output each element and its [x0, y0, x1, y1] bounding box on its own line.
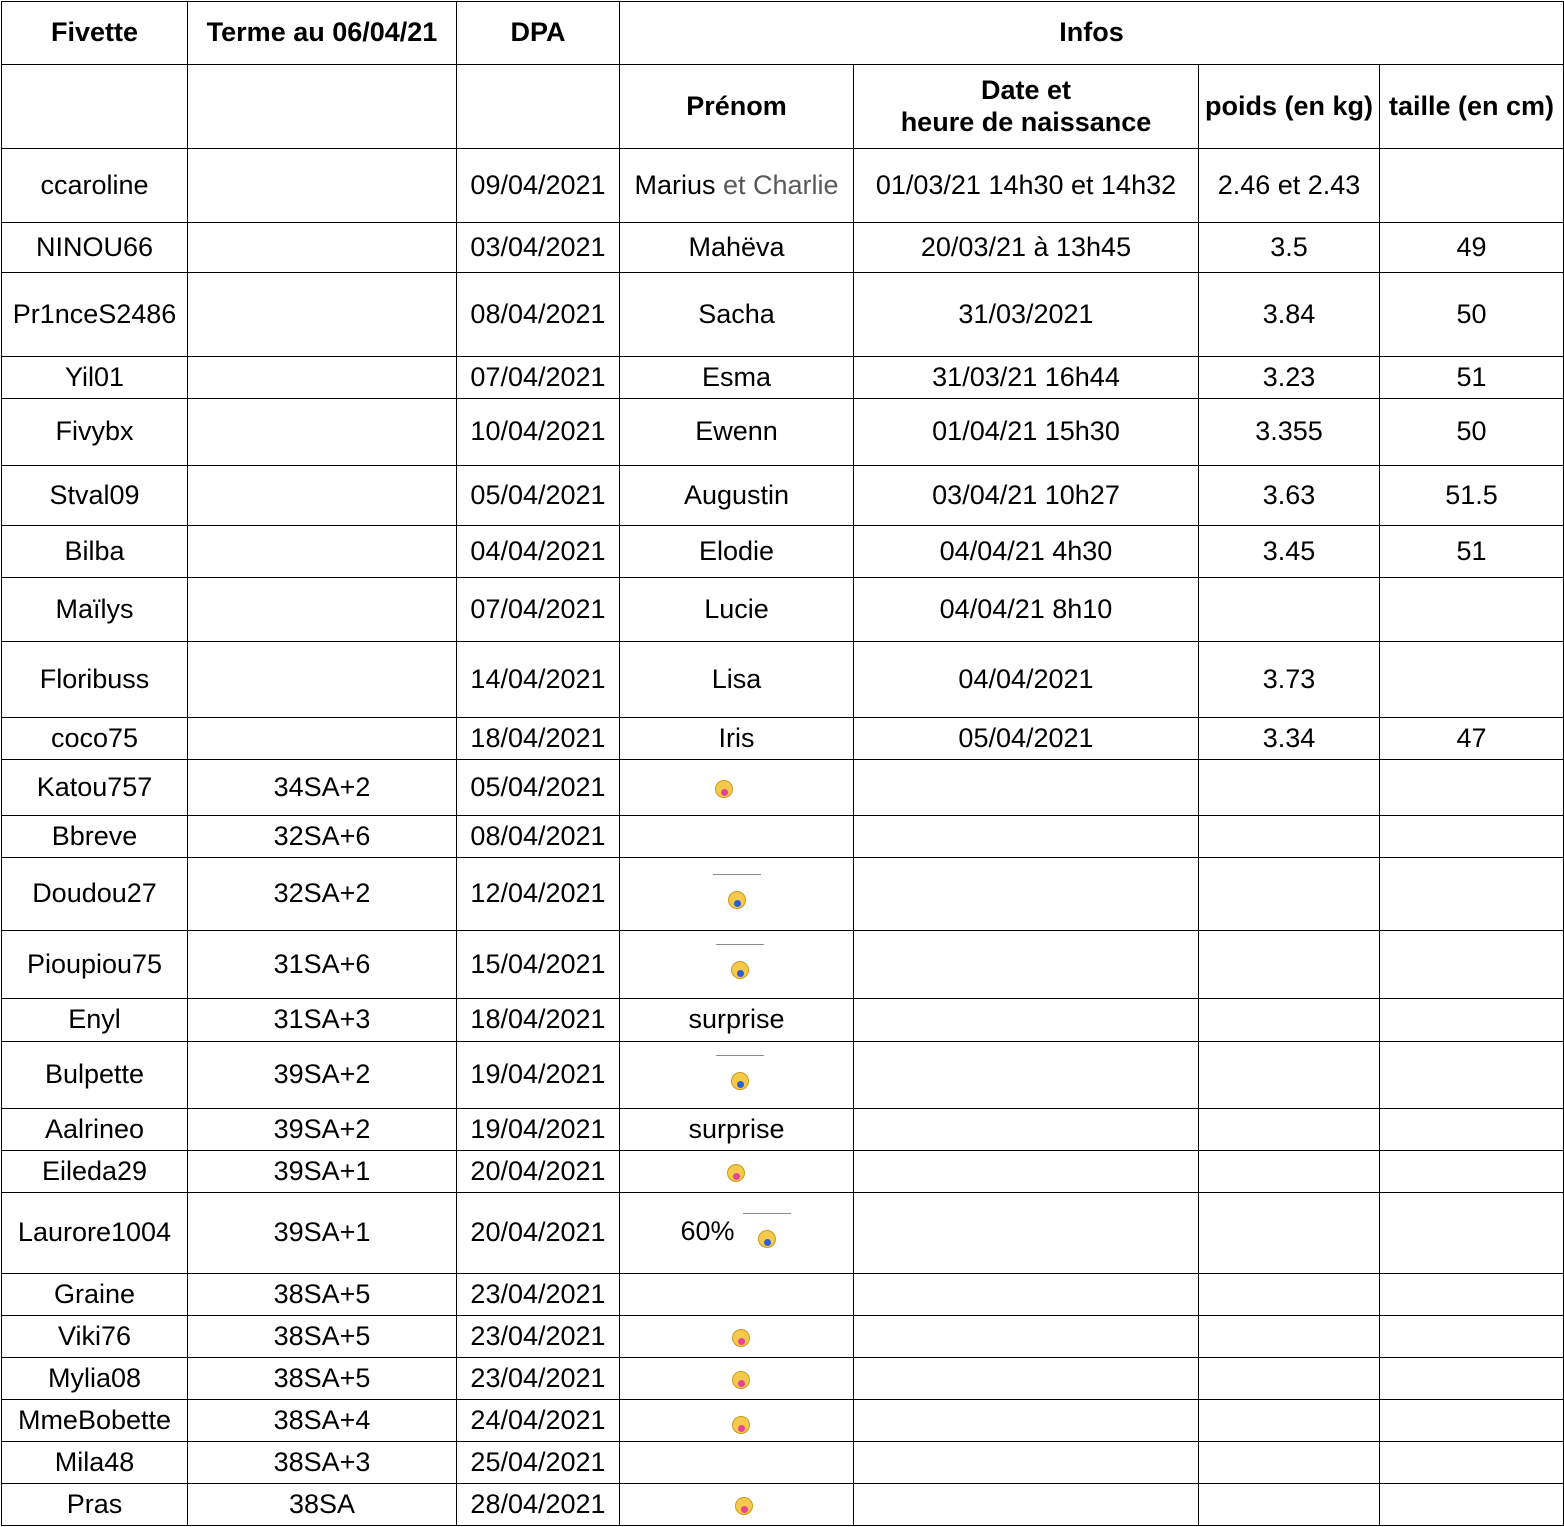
empty-cell: [1199, 1193, 1380, 1274]
cell-fivette: Maïlys: [2, 578, 188, 642]
cell-fivette: Eileda29: [2, 1151, 188, 1193]
cell-prenom: surprise: [620, 999, 854, 1042]
cell-poids: 3.73: [1199, 642, 1380, 718]
table-row: [2, 1193, 1564, 1274]
cell-taille: [1380, 578, 1564, 642]
baby-girl-icon: [715, 780, 733, 798]
cell-dpa: 05/04/2021: [457, 760, 620, 816]
cell-prenom: Lisa: [620, 642, 854, 718]
cell-fivette: Bbreve: [2, 816, 188, 858]
prenom-second: et Charlie: [715, 169, 839, 200]
cell-prenom: Lucie: [620, 578, 854, 642]
cell-taille: [1380, 149, 1564, 223]
cell-fivette: MmeBobette: [2, 1400, 188, 1442]
cell-poids: 3.23: [1199, 357, 1380, 399]
empty-cell: [1199, 1442, 1380, 1484]
empty-cell: [1199, 1358, 1380, 1400]
empty-cell: [1380, 1109, 1564, 1151]
cell-date: 01/03/21 14h30 et 14h32: [854, 149, 1199, 223]
cell-prenom: [620, 1042, 854, 1109]
cell-fivette: Stval09: [2, 466, 188, 526]
cell-fivette: Fivybx: [2, 399, 188, 466]
empty-cell: [1199, 1484, 1380, 1526]
cell-terme: 39SA+1: [188, 1151, 457, 1193]
cell-date: 31/03/21 16h44: [854, 357, 1199, 399]
table-row: [2, 149, 1564, 223]
cell-prenom: [620, 760, 854, 816]
cell-terme: 31SA+3: [188, 999, 457, 1042]
cell-terme: 34SA+2: [188, 760, 457, 816]
empty-cell: [854, 1400, 1199, 1442]
cell-terme: 39SA+1: [188, 1193, 457, 1274]
cell-terme: [188, 149, 457, 223]
cell-taille: 51: [1380, 357, 1564, 399]
cell-dpa: 10/04/2021: [457, 399, 620, 466]
cell-fivette: Mylia08: [2, 1358, 188, 1400]
cell-dpa: 28/04/2021: [457, 1484, 620, 1526]
header-terme: Terme au 06/04/21: [188, 2, 457, 65]
table-row: [2, 1274, 1564, 1316]
empty-cell: [854, 1042, 1199, 1109]
empty-cell: [620, 1442, 854, 1484]
empty-cell: [1380, 858, 1564, 931]
cell-prenom: [620, 931, 854, 999]
empty-cell: [854, 1442, 1199, 1484]
prenom-first: Marius: [634, 169, 716, 200]
cell-fivette: Floribuss: [2, 642, 188, 718]
cell-fivette: NINOU66: [2, 223, 188, 273]
cell-poids: 3.45: [1199, 526, 1380, 578]
cell-prenom: Sacha: [620, 273, 854, 357]
cell-fivette: Bulpette: [2, 1042, 188, 1109]
header-infos: Infos: [620, 2, 1564, 65]
empty-cell: [1380, 1442, 1564, 1484]
cell-fivette: Pioupiou75: [2, 931, 188, 999]
divider-line: [743, 1213, 791, 1214]
baby-boy-icon: [758, 1230, 776, 1248]
cell-prenom: [620, 149, 854, 223]
empty-cell: [854, 1316, 1199, 1358]
empty-cell: [1199, 1400, 1380, 1442]
cell-poids: [1199, 578, 1380, 642]
empty-cell: [1380, 1042, 1564, 1109]
empty-cell: [1199, 931, 1380, 999]
empty-cell: [854, 760, 1199, 816]
empty-cell: [1380, 1484, 1564, 1526]
cell-terme: 38SA+5: [188, 1316, 457, 1358]
table-row: [2, 816, 1564, 858]
empty-cell: [1199, 999, 1380, 1042]
empty-cell: [1380, 1316, 1564, 1358]
empty-cell: [1380, 1400, 1564, 1442]
table-row: [2, 578, 1564, 642]
header-row-2: [2, 65, 1564, 149]
cell-taille: 50: [1380, 273, 1564, 357]
cell-dpa: 20/04/2021: [457, 1193, 620, 1274]
cell-dpa: 09/04/2021: [457, 149, 620, 223]
cell-dpa: 23/04/2021: [457, 1358, 620, 1400]
header-taille: taille (en cm): [1380, 65, 1564, 149]
cell-fivette: Viki76: [2, 1316, 188, 1358]
cell-dpa: 19/04/2021: [457, 1042, 620, 1109]
empty-cell: [1199, 1316, 1380, 1358]
table-row: [2, 357, 1564, 399]
header-date: [854, 65, 1199, 149]
cell-poids: 3.63: [1199, 466, 1380, 526]
cell-prenom: [620, 1151, 854, 1193]
table-row: [2, 931, 1564, 999]
cell-terme: 38SA+5: [188, 1358, 457, 1400]
cell-fivette: Enyl: [2, 999, 188, 1042]
cell-fivette: ccaroline: [2, 149, 188, 223]
cell-dpa: 08/04/2021: [457, 273, 620, 357]
table-row: [2, 399, 1564, 466]
cell-date: 20/03/21 à 13h45: [854, 223, 1199, 273]
divider-line: [716, 1055, 764, 1056]
cell-poids: 3.355: [1199, 399, 1380, 466]
empty-cell: [457, 65, 620, 149]
cell-dpa: 07/04/2021: [457, 357, 620, 399]
empty-cell: [620, 816, 854, 858]
empty-cell: [1380, 1274, 1564, 1316]
table-row: [2, 858, 1564, 931]
baby-girl-icon: [732, 1329, 750, 1347]
cell-fivette: Pras: [2, 1484, 188, 1526]
cell-terme: [188, 642, 457, 718]
empty-cell: [854, 931, 1199, 999]
cell-fivette: Laurore1004: [2, 1193, 188, 1274]
table-row: [2, 1484, 1564, 1526]
cell-terme: [188, 466, 457, 526]
empty-cell: [1380, 760, 1564, 816]
empty-cell: [1380, 999, 1564, 1042]
empty-cell: [2, 65, 188, 149]
cell-dpa: 04/04/2021: [457, 526, 620, 578]
cell-dpa: 20/04/2021: [457, 1151, 620, 1193]
cell-prenom: Ewenn: [620, 399, 854, 466]
cell-prenom: Iris: [620, 718, 854, 760]
empty-cell: [1199, 816, 1380, 858]
cell-fivette: Yil01: [2, 357, 188, 399]
empty-cell: [854, 1193, 1199, 1274]
cell-fivette: Pr1nceS2486: [2, 273, 188, 357]
cell-terme: 38SA+5: [188, 1274, 457, 1316]
cell-prenom: surprise: [620, 1109, 854, 1151]
cell-dpa: 03/04/2021: [457, 223, 620, 273]
table-row: [2, 466, 1564, 526]
empty-cell: [1199, 1042, 1380, 1109]
table-row: [2, 1358, 1564, 1400]
cell-terme: [188, 273, 457, 357]
cell-terme: 39SA+2: [188, 1109, 457, 1151]
table-row: [2, 526, 1564, 578]
cell-date: 04/04/21 4h30: [854, 526, 1199, 578]
cell-terme: 38SA: [188, 1484, 457, 1526]
cell-dpa: 24/04/2021: [457, 1400, 620, 1442]
header-date-line1: Date et: [980, 75, 1072, 106]
empty-cell: [1199, 1151, 1380, 1193]
empty-cell: [854, 1358, 1199, 1400]
empty-cell: [854, 1109, 1199, 1151]
cell-terme: [188, 578, 457, 642]
cell-prenom: Elodie: [620, 526, 854, 578]
baby-boy-icon: [728, 891, 746, 909]
cell-date: 01/04/21 15h30: [854, 399, 1199, 466]
cell-poids: 3.34: [1199, 718, 1380, 760]
cell-date: 03/04/21 10h27: [854, 466, 1199, 526]
table-row: [2, 1316, 1564, 1358]
table-row: [2, 273, 1564, 357]
cell-dpa: 07/04/2021: [457, 578, 620, 642]
cell-dpa: 15/04/2021: [457, 931, 620, 999]
cell-dpa: 12/04/2021: [457, 858, 620, 931]
empty-cell: [854, 1151, 1199, 1193]
cell-fivette: Bilba: [2, 526, 188, 578]
header-poids: poids (en kg): [1199, 65, 1380, 149]
cell-terme: 39SA+2: [188, 1042, 457, 1109]
empty-cell: [1380, 931, 1564, 999]
cell-terme: 32SA+2: [188, 858, 457, 931]
divider-line: [713, 874, 761, 875]
cell-prenom: [620, 1316, 854, 1358]
cell-taille: 49: [1380, 223, 1564, 273]
baby-girl-icon: [735, 1497, 753, 1515]
cell-prenom: [620, 1484, 854, 1526]
cell-dpa: 25/04/2021: [457, 1442, 620, 1484]
empty-cell: [1380, 1358, 1564, 1400]
table-row: [2, 760, 1564, 816]
baby-girl-icon: [732, 1371, 750, 1389]
cell-taille: [1380, 642, 1564, 718]
cell-poids: 3.5: [1199, 223, 1380, 273]
header-date-line2: heure de naissance: [900, 106, 1152, 137]
cell-fivette: Aalrineo: [2, 1109, 188, 1151]
cell-taille: 51: [1380, 526, 1564, 578]
cell-prenom: [620, 1400, 854, 1442]
cell-poids: 2.46 et 2.43: [1199, 149, 1380, 223]
empty-cell: [1380, 1151, 1564, 1193]
cell-terme: 38SA+4: [188, 1400, 457, 1442]
cell-terme: [188, 399, 457, 466]
cell-prenom: Augustin: [620, 466, 854, 526]
cell-prenom: [620, 1193, 854, 1274]
divider-line: [716, 944, 764, 945]
cell-prenom: Mahëva: [620, 223, 854, 273]
cell-poids: 3.84: [1199, 273, 1380, 357]
cell-taille: 51.5: [1380, 466, 1564, 526]
cell-dpa: 19/04/2021: [457, 1109, 620, 1151]
empty-cell: [854, 1484, 1199, 1526]
cell-terme: 32SA+6: [188, 816, 457, 858]
empty-cell: [1199, 858, 1380, 931]
cell-terme: 31SA+6: [188, 931, 457, 999]
baby-boy-icon: [731, 961, 749, 979]
empty-cell: [1199, 1109, 1380, 1151]
cell-terme: 38SA+3: [188, 1442, 457, 1484]
cell-date: 31/03/2021: [854, 273, 1199, 357]
empty-cell: [1199, 760, 1380, 816]
cell-dpa: 23/04/2021: [457, 1274, 620, 1316]
header-row-1: [2, 2, 1564, 65]
cell-fivette: Doudou27: [2, 858, 188, 931]
header-dpa: DPA: [457, 2, 620, 65]
baby-boy-icon: [731, 1072, 749, 1090]
birth-tracking-table: [1, 1, 1564, 1526]
empty-cell: [854, 858, 1199, 931]
cell-taille: 47: [1380, 718, 1564, 760]
percent-text: 60%: [680, 1216, 735, 1247]
cell-dpa: 08/04/2021: [457, 816, 620, 858]
cell-fivette: Katou757: [2, 760, 188, 816]
cell-terme: [188, 526, 457, 578]
cell-dpa: 14/04/2021: [457, 642, 620, 718]
table-row: [2, 1151, 1564, 1193]
baby-girl-icon: [732, 1416, 750, 1434]
cell-prenom: [620, 858, 854, 931]
cell-date: 04/04/21 8h10: [854, 578, 1199, 642]
cell-fivette: Mila48: [2, 1442, 188, 1484]
table-row: [2, 718, 1564, 760]
cell-terme: [188, 223, 457, 273]
header-prenom: Prénom: [620, 65, 854, 149]
table-row: [2, 1442, 1564, 1484]
cell-fivette: Graine: [2, 1274, 188, 1316]
table-row: [2, 1109, 1564, 1151]
empty-cell: [188, 65, 457, 149]
empty-cell: [1380, 1193, 1564, 1274]
table-row: [2, 642, 1564, 718]
cell-date: 04/04/2021: [854, 642, 1199, 718]
table-row: [2, 223, 1564, 273]
empty-cell: [1380, 816, 1564, 858]
table-row: [2, 1042, 1564, 1109]
table-row: [2, 1400, 1564, 1442]
cell-dpa: 23/04/2021: [457, 1316, 620, 1358]
cell-taille: 50: [1380, 399, 1564, 466]
cell-prenom: [620, 1358, 854, 1400]
cell-dpa: 18/04/2021: [457, 999, 620, 1042]
cell-terme: [188, 718, 457, 760]
cell-dpa: 05/04/2021: [457, 466, 620, 526]
cell-terme: [188, 357, 457, 399]
baby-girl-icon: [727, 1164, 745, 1182]
cell-dpa: 18/04/2021: [457, 718, 620, 760]
cell-fivette: coco75: [2, 718, 188, 760]
empty-cell: [1199, 1274, 1380, 1316]
empty-cell: [854, 1274, 1199, 1316]
empty-cell: [620, 1274, 854, 1316]
empty-cell: [854, 816, 1199, 858]
table-row: [2, 999, 1564, 1042]
cell-prenom: Esma: [620, 357, 854, 399]
header-fivette: Fivette: [2, 2, 188, 65]
cell-date: 05/04/2021: [854, 718, 1199, 760]
empty-cell: [854, 999, 1199, 1042]
